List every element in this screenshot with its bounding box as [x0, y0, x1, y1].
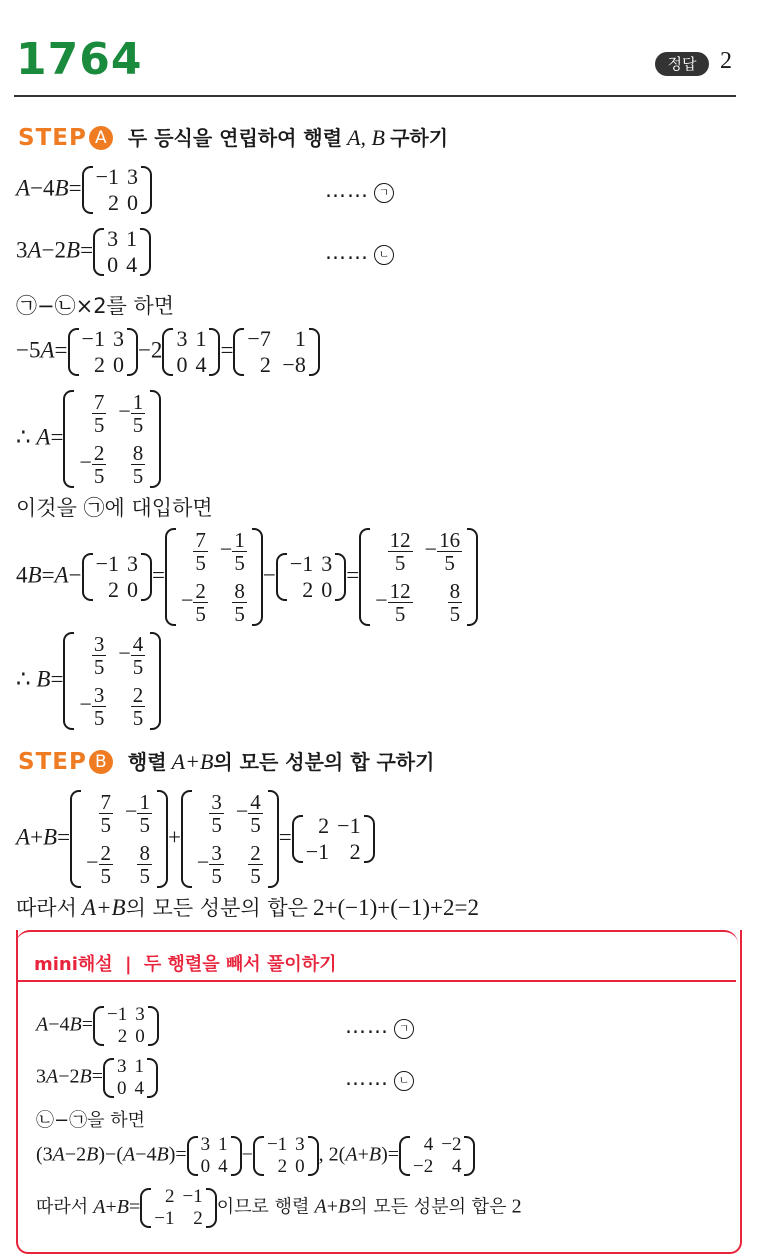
step-b-badge: B [89, 750, 113, 774]
mini-nieun-marker: ㄴ [394, 1071, 414, 1091]
result-a: ∴ A= $\frac{7}{5}$ − $\frac{1}{5}$ − $\frac{2}{5}$ $\frac{8}{5}$ [16, 388, 161, 490]
mini-giyeok-marker: ㄱ [394, 1019, 414, 1039]
mini-equation-3: (3A−2B)−(A−4B)= 3 1 0 4 − −1 3 2 0 , 2(A+B)= 4 −2 −2 4 [36, 1134, 475, 1178]
step-a-title-tail: 구하기 [390, 126, 449, 150]
step-b-label: STEP [18, 749, 87, 775]
equation-2: 3A−2B= 3 1 0 4 [16, 226, 151, 278]
equation-4b: 4B=A− −1 3 2 0 = $\frac{7}{5}$ − $\frac{1}{5}$ − $\frac{2}{5}$ $\frac{8}{5}$ − −1 3 2 0 = $\frac{12}{5}$ − $\frac{16}{5}$ − $\frac{12}{5}$ $\frac{8}{5}$ [16, 526, 478, 628]
step-a-title-vars: A, B [347, 125, 385, 150]
equation-a-plus-b: A+B= $\frac{7}{5}$ − $\frac{1}{5}$ − $\frac{2}{5}$ $\frac{8}{5}$ + $\frac{3}{5}$ − $\frac{4}{5}$ − $\frac{3}{5}$ $\frac{2}{5}$ = 2 −1 −1 2 [16, 788, 375, 890]
answer-badge: 정답 [655, 52, 709, 76]
step-b-title-expr: A+B [171, 749, 214, 774]
mini-separator: | [124, 954, 132, 975]
result-b: ∴ B= $\frac{3}{5}$ − $\frac{4}{5}$ − $\frac{3}{5}$ $\frac{2}{5}$ [16, 630, 161, 732]
problem-number: 1764 [16, 34, 143, 85]
mini-conclusion: 따라서 A+B= 2 −1 −1 2 이므로 행렬 A+B의 모든 성분의 합은 2 [36, 1186, 522, 1229]
mini-equation-2: 3A−2B= 3 1 0 4 [36, 1056, 158, 1100]
mini-heading [34, 950, 337, 976]
mini-brand: mini해설 [34, 954, 113, 975]
mini-title: 두 행렬을 빼서 풀이하기 [143, 954, 337, 975]
equation-1: A−4B= −1 3 2 0 [16, 164, 152, 216]
answer-value: 2 [720, 48, 732, 74]
mini-equation-1: A−4B= −1 3 2 0 [36, 1004, 159, 1048]
mini-equation-1-marker: …… ㄱ [345, 1014, 414, 1039]
step-a-badge: A [89, 126, 113, 150]
step-b-conclusion: 따라서 A+B의 모든 성분의 합은 2+(−1)+(−1)+2=2 [16, 895, 479, 920]
step-b-title-prefix: 행렬 [127, 750, 167, 774]
giyeok-marker: ㄱ [374, 183, 394, 203]
equation-minus-5a: −5A= −1 3 2 0 −2 3 1 0 4 = −7 1 2 −8 [16, 326, 320, 378]
step-a-title: 두 등식을 연립하여 행렬 [127, 126, 343, 150]
header-divider [14, 95, 736, 97]
nieun-marker: ㄴ [374, 245, 394, 265]
substitute-text: 이것을 ㉠에 대입하면 [16, 496, 213, 520]
operation-text: ㉠−㉡×2를 하면 [16, 294, 175, 318]
equation-1-marker: …… ㄱ [325, 178, 394, 203]
equation-2-marker: …… ㄴ [325, 240, 394, 265]
mini-operation-text: ㉡−㉠을 하면 [36, 1110, 145, 1131]
step-a-heading [18, 122, 448, 151]
step-b-heading [18, 746, 434, 775]
mini-equation-2-marker: …… ㄴ [345, 1066, 414, 1091]
step-a-label: STEP [18, 125, 87, 151]
step-b-title-tail: 의 모든 성분의 합 구하기 [213, 750, 435, 774]
